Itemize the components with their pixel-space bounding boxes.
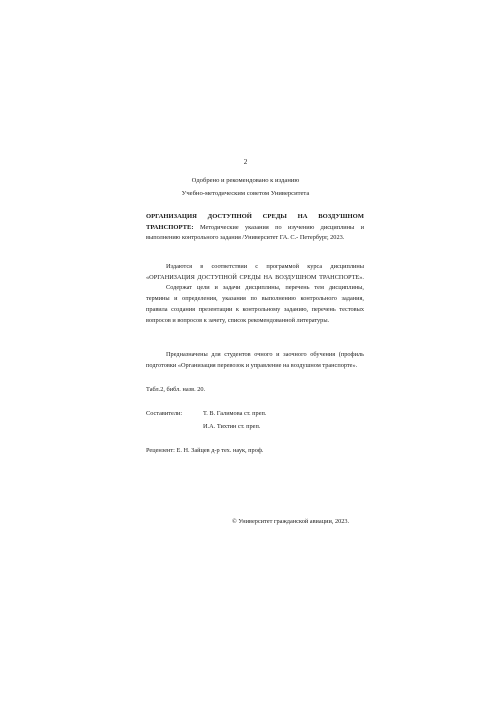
bibliographic-title-block bbox=[146, 212, 364, 244]
reviewer: Рецензент: Е. Н. Зайцев д-р тех. наук, проф. bbox=[146, 447, 264, 454]
annotation-line-4: термины и определения, указания по выполнению контрольного задания, bbox=[146, 295, 364, 303]
title-line-2-bold: ТРАНСПОРТЕ: bbox=[146, 223, 194, 231]
title-line-1: ОРГАНИЗАЦИЯ ДОСТУПНОЙ СРЕДЫ НА ВОЗДУШНОМ bbox=[146, 213, 364, 220]
audience-line-1: Предназначены для студентов очного и заочного обучения (профиль bbox=[166, 351, 364, 358]
audience-block bbox=[146, 350, 364, 371]
annotation-block bbox=[146, 262, 364, 326]
copyright: © Университет гражданской авиации, 2023. bbox=[232, 518, 350, 525]
annotation-line-3: Содержат цели и задачи дисциплины, перечень тем дисциплины, bbox=[166, 284, 364, 292]
annotation-line-2: «ОРГАНИЗАЦИЯ ДОСТУПНОЙ СРЕДЫ НА ВОЗДУШНОМ ТРАНСПОРТЕ». bbox=[146, 273, 364, 281]
title-line-2-rest: Методические указания по изучению дисциплины и bbox=[193, 223, 364, 231]
title-line-3: выполнению контрольного задания /Университет ГА. С.- Петербург, 2023. bbox=[146, 234, 345, 242]
tables-info: Табл.2, библ. назв. 20. bbox=[146, 386, 206, 393]
annotation-line-5: правила создания презентации к контрольному заданию, перечень тестовых bbox=[146, 305, 364, 313]
approval-line-1: Одобрено и рекомендовано к изданию bbox=[191, 177, 300, 184]
authors-label: Составители: bbox=[146, 410, 183, 417]
page-number: 2 bbox=[243, 158, 248, 166]
title-line-2 bbox=[146, 223, 364, 234]
approval-line-2: Учебно-методическим советом Университета bbox=[181, 190, 310, 197]
annotation-line-1: Издаются в соответствии с программой курса дисциплины bbox=[166, 263, 364, 270]
annotation-line-6: вопросов и вопросов к зачету, список рекомендованной литературы. bbox=[146, 316, 330, 324]
audience-line-2: подготовки «Организация перевозок и управление на воздушном транспорте». bbox=[146, 361, 358, 369]
author-2: И.А. Тихтин ст. преп. bbox=[203, 423, 261, 430]
approval-notice bbox=[0, 174, 491, 200]
author-1: Т. В. Галимова ст. преп. bbox=[203, 410, 267, 417]
